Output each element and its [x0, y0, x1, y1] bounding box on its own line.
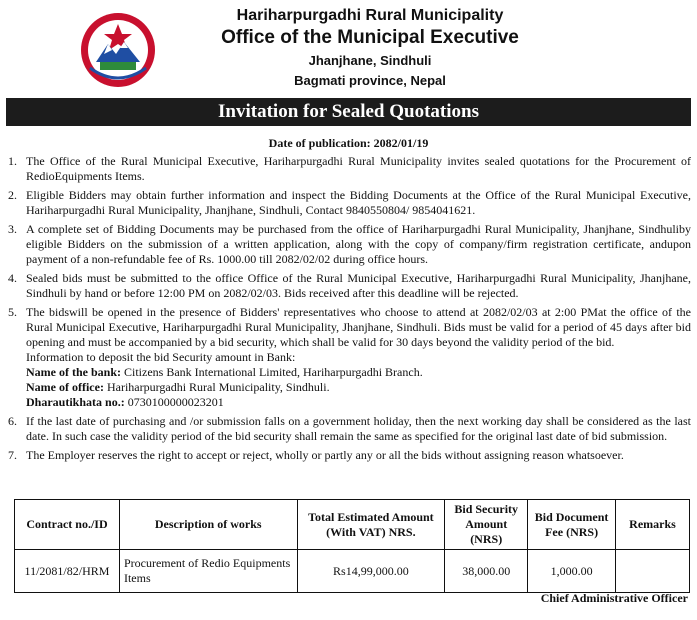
- item-text: Sealed bids must be submitted to the office Office of the Rural Municipal Executive, Hariharpurgadhi Rural Municipality, Jhanjhane, Sindhuli by hand or before 12:00 PM on 2082/02/03. Bids received after this deadline will be rejected.: [26, 271, 691, 300]
- bank-name-value: Citizens Bank International Limited, Hariharpurgadhi Branch.: [124, 365, 423, 379]
- item-number: 4.: [8, 271, 17, 285]
- notice-title: Invitation for Sealed Quotations: [6, 98, 691, 126]
- list-item: [8, 414, 691, 444]
- column-header: Bid Security Amount (NRS): [445, 500, 528, 550]
- notice-body: [8, 154, 691, 467]
- column-header: Description of works: [119, 500, 297, 550]
- column-header: Contract no./ID: [15, 500, 120, 550]
- item-number: 6.: [8, 414, 17, 428]
- signatory: Chief Administrative Officer: [540, 591, 688, 605]
- letterhead: [0, 0, 697, 95]
- column-header: Bid Document Fee (NRS): [528, 500, 616, 550]
- list-item: [8, 448, 691, 463]
- bank-name-label: Name of the bank:: [26, 365, 121, 379]
- column-header: Total Estimated Amount (With VAT) NRS.: [297, 500, 445, 550]
- item-text: A complete set of Bidding Documents may be purchased from the office of Hariharpurgadhi Rural Municipality, Jhanjhane, Sindhuliby eligible Bidders on the submission of a written application, along with the copy of company/firm registration certificate, andupon payment of a non-refundable fee of Rs. 1000.00 till 2082/02/02 during office hours.: [26, 222, 691, 266]
- item-text: Eligible Bidders may obtain further information and inspect the Bidding Documents at the Office of the Rural Municipal Executive, Hariharpurgadhi Rural Municipality, Jhanjhane, Sindhuli, Contact 9840550804/ 9854041621.: [26, 188, 691, 217]
- column-header: Remarks: [616, 500, 690, 550]
- list-item: [8, 305, 691, 410]
- office-name: Office of the Municipal Executive: [221, 27, 519, 48]
- item-number: 3.: [8, 222, 17, 236]
- item-text: If the last date of purchasing and /or submission falls on a government holiday, then the next working day shall be considered as the last date. In such case the validity period of the bid security shall remain the same as specified for the original last date of bid submission.: [26, 414, 691, 443]
- item-text: The Employer reserves the right to accept or reject, wholly or partly any or all the bids without assigning reason whatsoever.: [26, 448, 624, 462]
- office-location: Jhanjhane, Sindhuli: [308, 53, 432, 68]
- item-number: 1.: [8, 154, 17, 168]
- account-number-label: Dharautikhata no.:: [26, 395, 125, 409]
- item-text: The Office of the Rural Municipal Executive, Hariharpurgadhi Rural Municipality invites sealed quotations for the Procurement of RedioEquipments Items.: [26, 154, 691, 183]
- list-item: [8, 271, 691, 301]
- bank-info-heading: Information to deposit the bid Security amount in Bank:: [26, 350, 296, 364]
- publication-date: Date of publication: 2082/01/19: [268, 136, 429, 150]
- item-number: 2.: [8, 188, 17, 202]
- estimated-amount-cell: Rs14,99,000.00: [297, 550, 445, 593]
- account-number-value: 0730100000023201: [127, 395, 224, 409]
- remarks-cell: [616, 550, 690, 593]
- list-item: [8, 154, 691, 184]
- office-name-value: Hariharpurgadhi Rural Municipality, Sindhuli.: [106, 380, 330, 394]
- item-text: The bidswill be opened in the presence of Bidders' representatives who choose to attend at 2082/02/03 at 2:00 PMat the office of the Rural Municipal Executive, Hariharpurgadhi Rural Municipality, Jhanjhane, Sindhuli. Bids must be valid for a period of 45 days after bid opening and must be accompanied by a bid security, which shall be valid for 30 days beyond the validity period of the bid.: [26, 305, 691, 349]
- table-row: [15, 550, 690, 593]
- description-cell: Procurement of Redio Equipments Items: [119, 550, 297, 593]
- contract-id-cell: 11/2081/82/HRM: [15, 550, 120, 593]
- province: Bagmati province, Nepal: [294, 73, 446, 88]
- quotation-table: [14, 499, 690, 593]
- list-item: [8, 222, 691, 267]
- office-name-label: Name of office:: [26, 380, 104, 394]
- list-item: [8, 188, 691, 218]
- document-fee-cell: 1,000.00: [528, 550, 616, 593]
- nepal-emblem-icon: [78, 10, 158, 90]
- table-header-row: [15, 500, 690, 550]
- item-number: 5.: [8, 305, 17, 319]
- bid-security-cell: 38,000.00: [445, 550, 528, 593]
- item-number: 7.: [8, 448, 17, 462]
- municipality-name: Hariharpurgadhi Rural Municipality: [236, 7, 504, 24]
